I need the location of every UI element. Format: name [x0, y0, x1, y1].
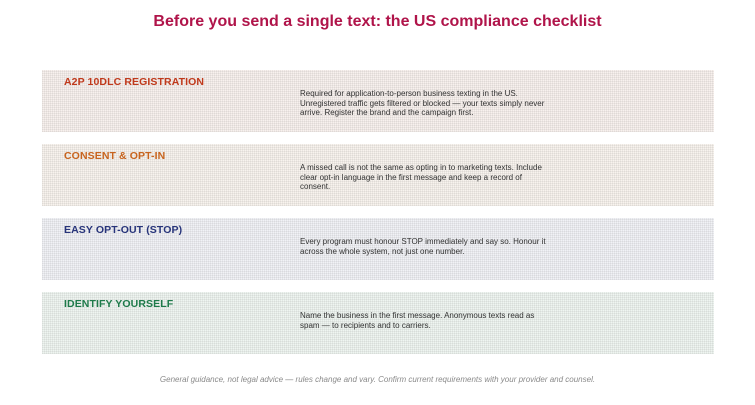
card-heading: A2P 10DLC REGISTRATION [64, 76, 205, 88]
card-heading: IDENTIFY YOURSELF [64, 298, 174, 310]
checklist-card-a2p-registration [42, 70, 714, 132]
card-heading: EASY OPT-OUT (STOP) [64, 224, 183, 236]
card-description: Every program must honour STOP immediately and say so. Honour it across the whole system, not just one number. [300, 237, 546, 256]
card-description: Name the business in the first message. Anonymous texts read as spam — to recipients and to carriers. [300, 311, 535, 330]
checklist-card-identify-yourself [42, 292, 714, 354]
card-description: Required for application-to-person business texting in the US. Unregistered traffic gets filtered or blocked — your texts simply never arrive. Register the brand and the campaign first. [300, 89, 545, 117]
disclaimer-footer: General guidance, not legal advice — rules change and vary. Confirm current requirements with your provider and counsel. [159, 375, 596, 384]
card-heading: CONSENT & OPT-IN [64, 150, 166, 162]
checklist-card-easy-opt-out [42, 218, 714, 280]
card-description: A missed call is not the same as opting in to marketing texts. Include clear opt-in language in the first message and keep a record of consent. [300, 163, 542, 191]
page-title: Before you send a single text: the US compliance checklist [153, 13, 602, 30]
checklist-card-consent-opt-in [42, 144, 714, 206]
